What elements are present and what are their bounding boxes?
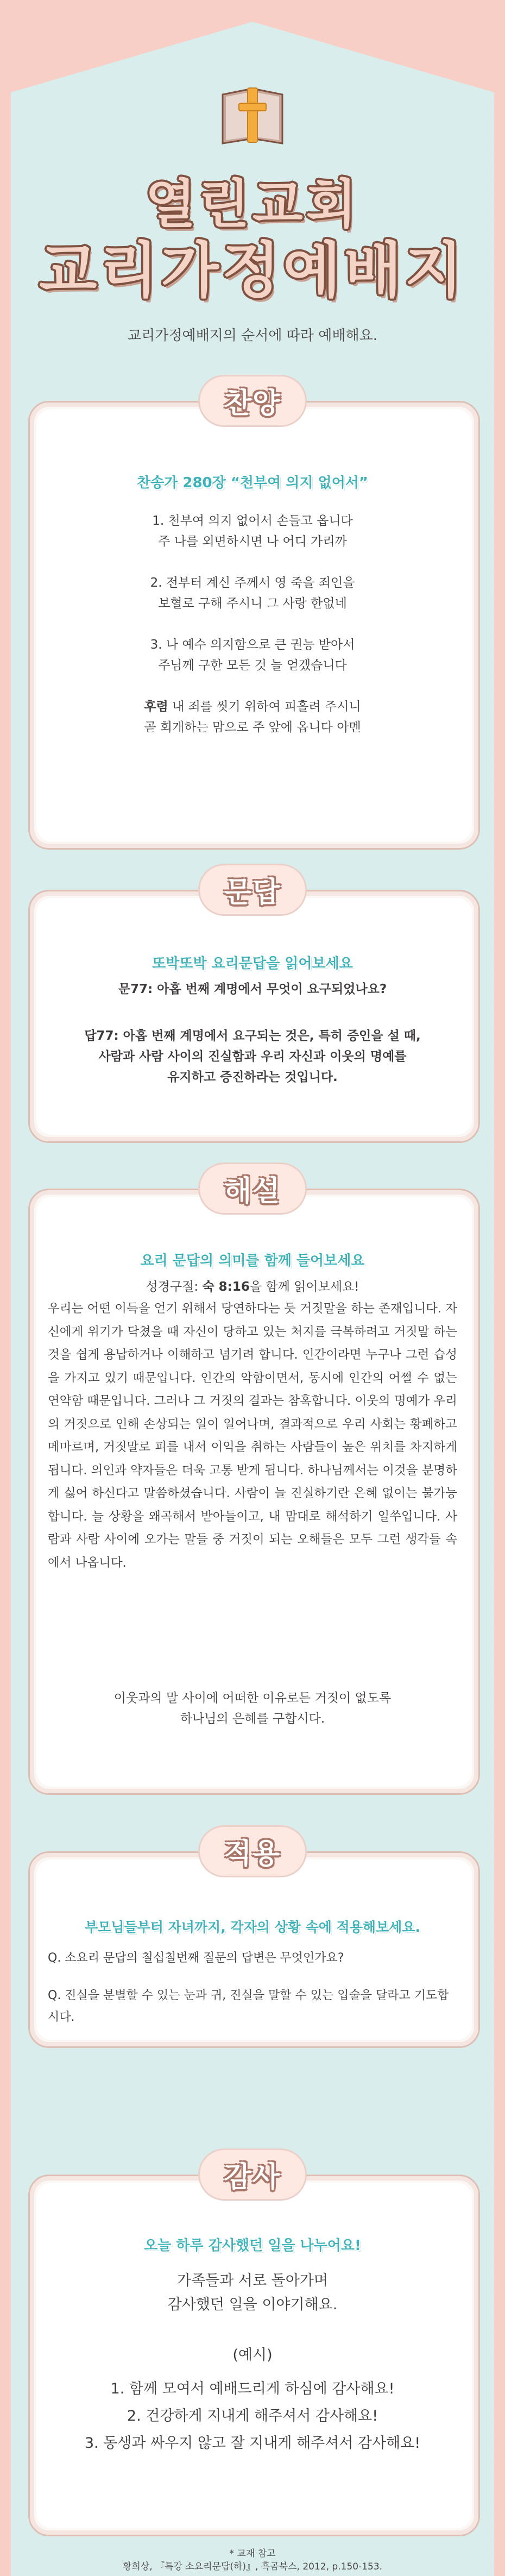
thanks-heading: 오늘 하루 감사했던 일을 나누어요! <box>144 2238 361 2254</box>
footer-ref-text: 황희상, 『특강 소요리문답(하)』, 흑곰북스, 2012, p.150-153. <box>122 2561 383 2572</box>
scripture-ref: 숙 8:16 <box>202 1280 250 1294</box>
thanks-example-1: 1. 함께 모여서 예배드리게 하심에 감사해요! <box>110 2380 395 2397</box>
hymn-lyrics <box>61 511 444 738</box>
explanation-heading: 요리 문답의 의미를 함께 들어보세요 <box>140 1253 365 1269</box>
explanation-closing: 이웃과의 말 사이에 어떠한 이유로든 거짓이 없도록 하나님의 은혜를 구합시다. <box>113 1691 392 1726</box>
header <box>11 0 494 380</box>
catechism-question: 문77: 아홉 번째 계명에서 무엇이 요구되었나요? <box>118 982 387 996</box>
application-badge-label: 적용 <box>224 1838 281 1870</box>
page-board <box>11 0 494 2576</box>
hymn-verse-2: 2. 전부터 계신 주께서 영 죽을 죄인을 보혈로 구해 주시니 그 사랑 한없네 <box>150 576 355 611</box>
hymn-badge-label: 찬양 <box>224 387 281 420</box>
book-with-cross-icon <box>218 87 287 146</box>
title-line-1: 열린교회 <box>145 174 360 235</box>
hymn-heading: 찬송가 280장 “천부여 의지 없어서” <box>136 475 369 491</box>
thanks-badge <box>198 2148 307 2201</box>
catechism-heading: 또박또박 요리문답을 읽어보세요 <box>152 956 353 972</box>
thanks-examples <box>61 2376 444 2457</box>
application-question-1: Q. 소요리 문답의 칠십칠번째 질문의 답변은 무엇인가요? <box>48 1951 344 1965</box>
scripture-line: 성경구절: 숙 8:16을 함께 읽어보세요! <box>146 1280 359 1294</box>
catechism-badge-label: 문답 <box>224 876 281 909</box>
footer-ref-label: * 교재 참고 <box>229 2548 276 2559</box>
application-badge <box>198 1825 307 1877</box>
explanation-body: 우리는 어떤 이득을 얻기 위해서 당연하다는 듯 거짓말을 하는 존재입니다. 자신에게 위기가 닥쳤을 때 자신이 당하고 있는 처지를 극복하려고 거짓말 하는 것을 쉽게 용납하거나 이해하고 넘기려 합니다. 인간이라면 누구나 그런 습성을 가지고 있기 때문입니다. 인간의 악함이면서, 동시에 인간의 어쩔 수 없는 연약함 때문입니다. 그러나 그 거짓의 결과는 참혹합니다. 이웃의 명예가 우리의 거짓으로 인해 손상되는 일이 일어나며, 결과적으로 우리 사회는 황폐하고 메마르며, 거짓말로 피를 내서 이익을 취하는 사람들이 높은 위치를 차지하게 됩니다. 의인과 약자들은 더욱 고통 받게 됩니다. 하나님께서는 이것을 분명하게 싫어 하신다고 말씀하셨습니다. 사람이 늘 진실하기란 은혜 없이는 불가능합니다. 늘 상황을 왜곡해서 받아들이고, 내 맘대로 해석하기 일쑤입니다. 사람과 사람 사이에 오가는 말들 중 거짓이 되는 오해들은 모두 그런 생각들 속에서 나옵니다. <box>48 1302 457 1570</box>
hymn-verse-1: 1. 천부여 의지 없어서 손들고 옵니다 주 나를 외면하시면 나 어디 가리까 <box>152 514 353 549</box>
application-heading: 부모님들부터 자녀까지, 각자의 상황 속에 적용해보세요. <box>85 1919 420 1935</box>
catechism-answer: 답77: 아홉 번째 계명에서 요구되는 것은, 특히 증인을 설 때, 사람과 사람 사이의 진실함과 우리 자신과 이웃의 명예를 유지하고 증진하라는 것입니다. <box>84 1029 421 1084</box>
explanation-section <box>28 1163 477 1798</box>
hymn-chorus: 후렴 내 죄를 씻기 위하여 피흘려 주시니 곧 회개하는 맘으로 주 앞에 옵니다 아멘 <box>144 700 361 734</box>
title-line-2: 교리가정예배지 <box>39 236 466 305</box>
hymn-section <box>28 375 477 853</box>
explanation-badge-label: 해설 <box>224 1175 281 1208</box>
thanks-example-3: 3. 동생과 싸우지 않고 잘 지내게 해주셔서 감사해요! <box>84 2435 421 2452</box>
thanks-example-label: (예시) <box>232 2347 273 2364</box>
hymn-verse-3: 3. 나 예수 의지함으로 큰 권능 받아서 주님께 구한 모든 것 늘 얻겠습니다 <box>150 638 355 673</box>
thanks-badge-label: 감사 <box>224 2161 281 2194</box>
explanation-badge <box>198 1163 307 1215</box>
application-question-2: Q. 진실을 분별할 수 있는 눈과 귀, 진실을 말할 수 있는 입술을 달라고 기도합시다. <box>48 1989 449 2024</box>
thanks-example-2: 2. 건강하게 지내게 해주셔서 감사해요! <box>127 2408 378 2424</box>
catechism-section <box>28 864 477 1146</box>
catechism-card <box>28 890 480 1143</box>
chorus-label: 후렴 <box>144 700 168 714</box>
thanks-section <box>28 2148 477 2540</box>
application-section <box>28 1825 477 2119</box>
subtitle: 교리가정예배지의 순서에 따라 예배해요. <box>127 328 378 344</box>
catechism-badge <box>198 864 307 916</box>
thanks-intro: 가족들과 서로 돌아가며 감사했던 일을 이야기해요. <box>167 2272 338 2313</box>
hymn-badge <box>198 375 307 427</box>
